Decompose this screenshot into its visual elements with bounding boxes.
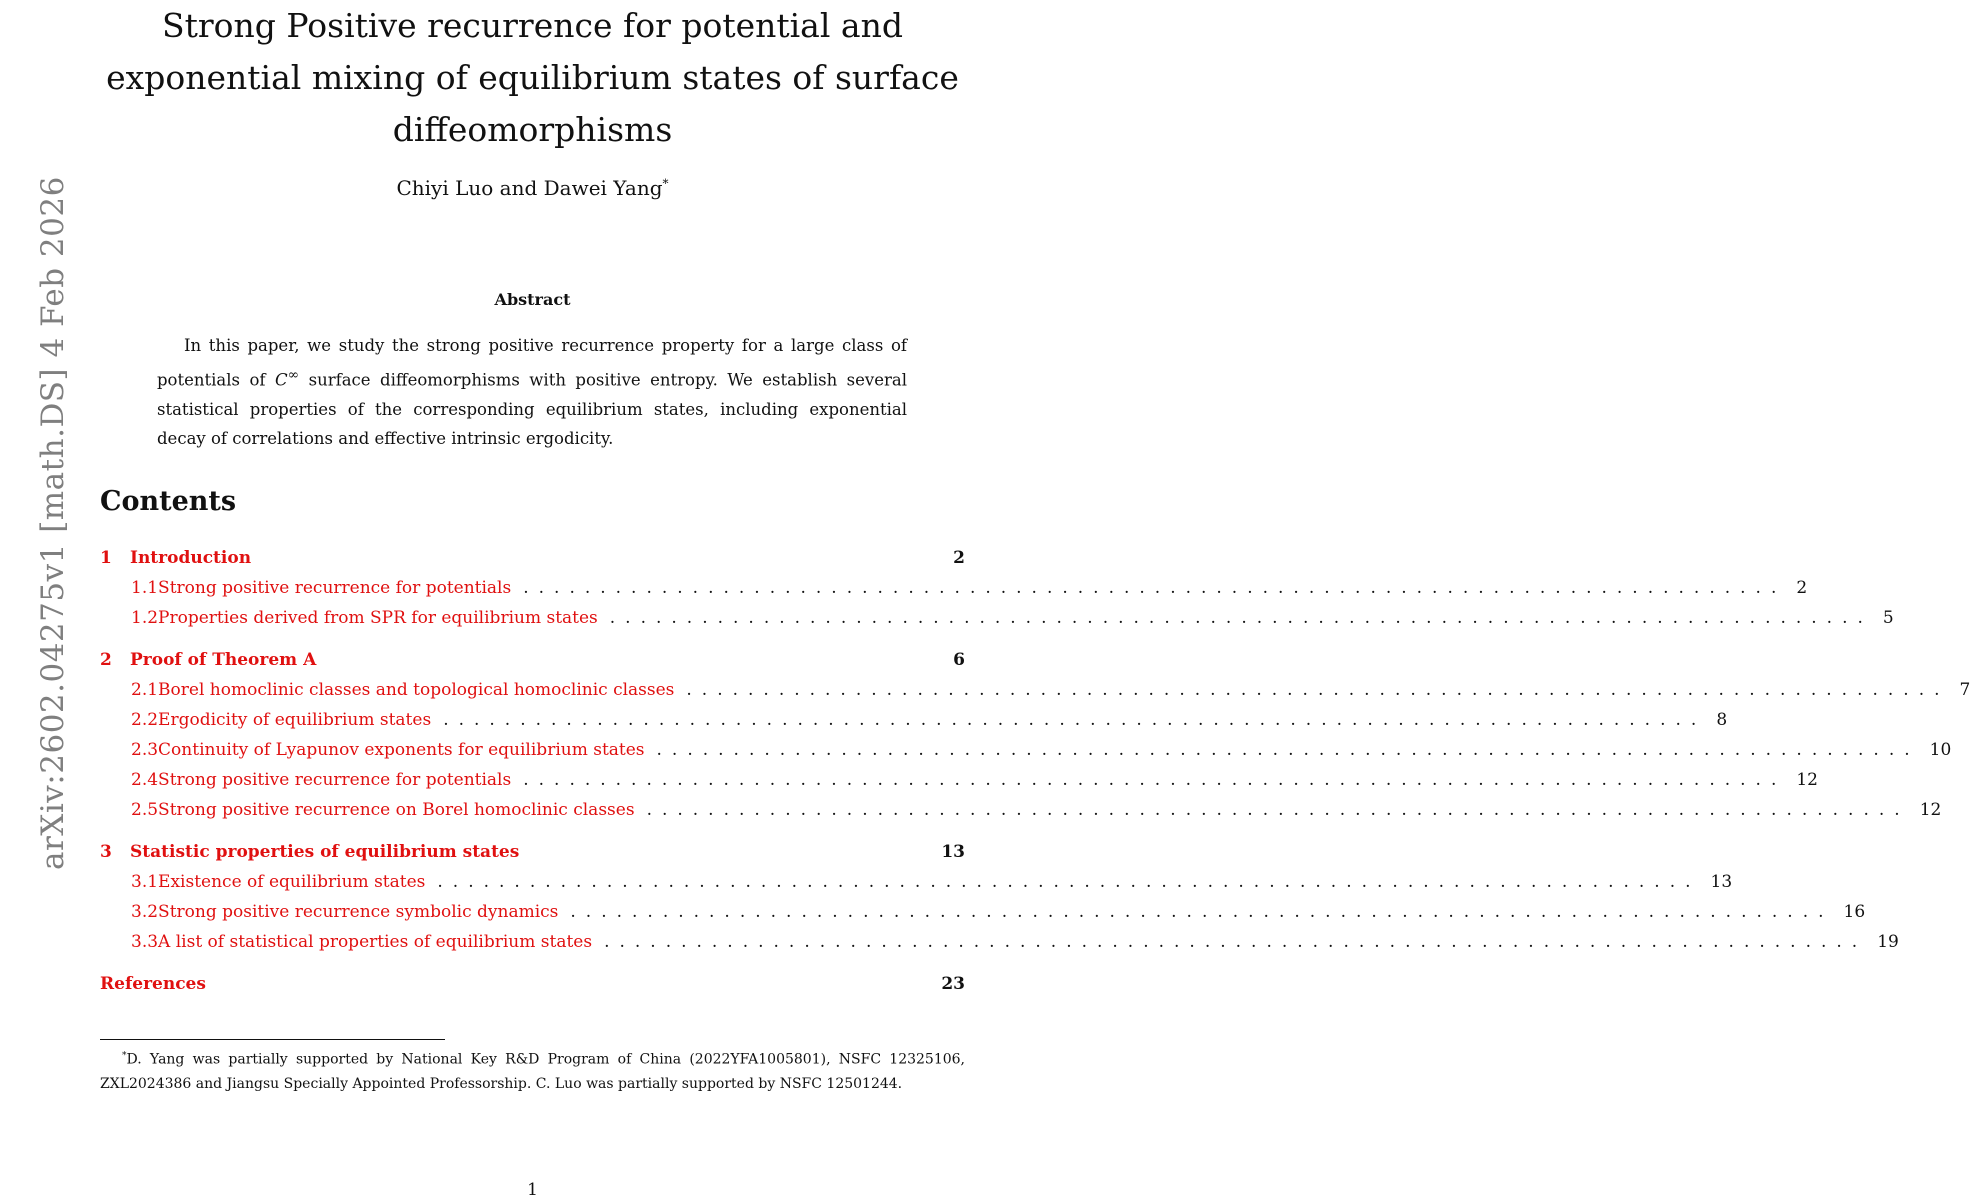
toc-subsection-3-1[interactable] [100, 872, 1733, 902]
toc-number[interactable]: 2.2 [131, 710, 159, 730]
paper-title [100, 0, 965, 156]
toc-page: 2 [953, 548, 965, 568]
toc-page: 12 [1919, 800, 1942, 820]
authors [100, 176, 965, 200]
page-number: 1 [527, 1180, 538, 1200]
toc-page: 7 [1959, 680, 1970, 700]
abstract-part-1: In this paper, we study the strong positive recurrence property for a large class of potentials of [157, 336, 907, 389]
toc-section-references[interactable] [100, 974, 965, 1004]
abstract-text [157, 331, 907, 454]
author-names: Chiyi Luo and Dawei Yang [396, 176, 663, 200]
toc-number[interactable]: 3.3 [131, 932, 159, 952]
contents-heading: Contents [100, 486, 237, 517]
toc-link[interactable]: References [100, 974, 206, 994]
toc-section-introduction[interactable] [100, 548, 965, 578]
toc-page: 12 [1796, 770, 1818, 790]
arxiv-identifier: arXiv:2602.04275v1 [math.DS] 4 Feb 2026 [35, 176, 71, 870]
toc-number[interactable]: 1.1 [131, 578, 159, 598]
toc-leader-dots: .................................................................................. [656, 740, 1920, 760]
footnote-text: D. Yang was partially supported by National Key R&D Program of China (2022YFA1005801), NSFC 12325106, ZXL2024386 and Jiangsu Specially Appointed Professorship. C. Luo was partially supported by NSFC 12501244. [100, 1051, 965, 1092]
toc-link[interactable]: Strong positive recurrence for potentials [158, 578, 512, 598]
toc-link[interactable]: Properties derived from SPR for equilibrium states [158, 608, 598, 628]
toc-leader-dots: .................................................................................. [523, 770, 1787, 790]
toc-subsection-2-2[interactable] [100, 710, 1728, 740]
toc-number[interactable]: 3.1 [131, 872, 159, 892]
toc-link[interactable]: Existence of equilibrium states [158, 872, 426, 892]
table-of-contents [100, 548, 1970, 1004]
toc-link[interactable]: Strong positive recurrence symbolic dynamics [158, 902, 559, 922]
toc-leader-dots: .................................................................................. [604, 932, 1868, 952]
toc-subsection-2-1[interactable] [100, 680, 1970, 710]
title-line-1: Strong Positive recurrence for potential and [162, 6, 903, 45]
arxiv-stamp [0, 176, 71, 870]
toc-subsection-1-1[interactable] [100, 578, 1808, 608]
toc-number[interactable]: 2.5 [131, 800, 159, 820]
footnote-mark: * [122, 1051, 127, 1061]
toc-page: 2 [1796, 578, 1808, 598]
toc-number[interactable]: 1 [100, 548, 112, 568]
toc-number[interactable]: 2 [100, 650, 112, 670]
toc-subsection-2-3[interactable] [100, 740, 1952, 770]
toc-page: 8 [1716, 710, 1728, 730]
toc-page: 23 [941, 974, 965, 994]
toc-page: 5 [1882, 608, 1894, 628]
toc-number[interactable]: 2.4 [131, 770, 159, 790]
abstract-math-c: C [275, 370, 288, 389]
toc-leader-dots: .................................................................................. [609, 608, 1873, 628]
footnote [100, 1044, 965, 1096]
toc-page: 13 [1710, 872, 1733, 892]
toc-subsection-1-2[interactable] [100, 608, 1894, 638]
toc-number[interactable]: 3.2 [131, 902, 159, 922]
toc-page: 19 [1877, 932, 1899, 952]
toc-page: 10 [1929, 740, 1952, 760]
toc-leader-dots: .................................................................................. [646, 800, 1910, 820]
toc-section-proof-theorem-a[interactable] [100, 650, 965, 680]
toc-leader-dots: .................................................................................. [570, 902, 1834, 922]
abstract-math-infinity: ∞ [287, 366, 300, 383]
toc-link[interactable]: Introduction [130, 548, 252, 568]
toc-leader-dots: .................................................................................. [443, 710, 1707, 730]
toc-leader-dots: .................................................................................. [523, 578, 1787, 598]
toc-subsection-3-2[interactable] [100, 902, 1866, 932]
toc-link[interactable]: A list of statistical properties of equilibrium states [158, 932, 593, 952]
toc-page: 13 [941, 842, 965, 862]
toc-number[interactable]: 1.2 [131, 608, 159, 628]
toc-leader-dots: .................................................................................. [437, 872, 1701, 892]
toc-subsection-3-3[interactable] [100, 932, 1899, 962]
toc-number[interactable]: 2.1 [131, 680, 159, 700]
toc-link[interactable]: Strong positive recurrence on Borel homoclinic classes [158, 800, 635, 820]
toc-leader-dots: .................................................................................. [686, 680, 1950, 700]
toc-number[interactable]: 2.3 [131, 740, 159, 760]
toc-section-statistic-properties[interactable] [100, 842, 965, 872]
toc-link[interactable]: Borel homoclinic classes and topological homoclinic classes [158, 680, 675, 700]
toc-page: 6 [953, 650, 965, 670]
toc-link[interactable]: Ergodicity of equilibrium states [158, 710, 432, 730]
toc-link[interactable]: Strong positive recurrence for potentials [158, 770, 512, 790]
toc-page: 16 [1843, 902, 1866, 922]
toc-link[interactable]: Proof of Theorem A [130, 650, 317, 670]
toc-link[interactable]: Continuity of Lyapunov exponents for equilibrium states [158, 740, 645, 760]
toc-number[interactable]: 3 [100, 842, 112, 862]
toc-subsection-2-5[interactable] [100, 800, 1942, 830]
author-footnote-mark[interactable]: * [662, 176, 669, 191]
abstract-part-2: surface diffeomorphisms with positive entropy. We establish several statistical properties of the corresponding equilibrium states, including exponential decay of correlations and effective intrinsic ergodicity. [157, 370, 907, 448]
toc-subsection-2-4[interactable] [100, 770, 1818, 800]
abstract-heading: Abstract [494, 290, 571, 309]
title-line-2: exponential mixing of equilibrium states of surface [106, 58, 959, 97]
title-line-3: diffeomorphisms [392, 110, 673, 149]
toc-link[interactable]: Statistic properties of equilibrium states [130, 842, 520, 862]
footnote-rule [100, 1039, 445, 1040]
